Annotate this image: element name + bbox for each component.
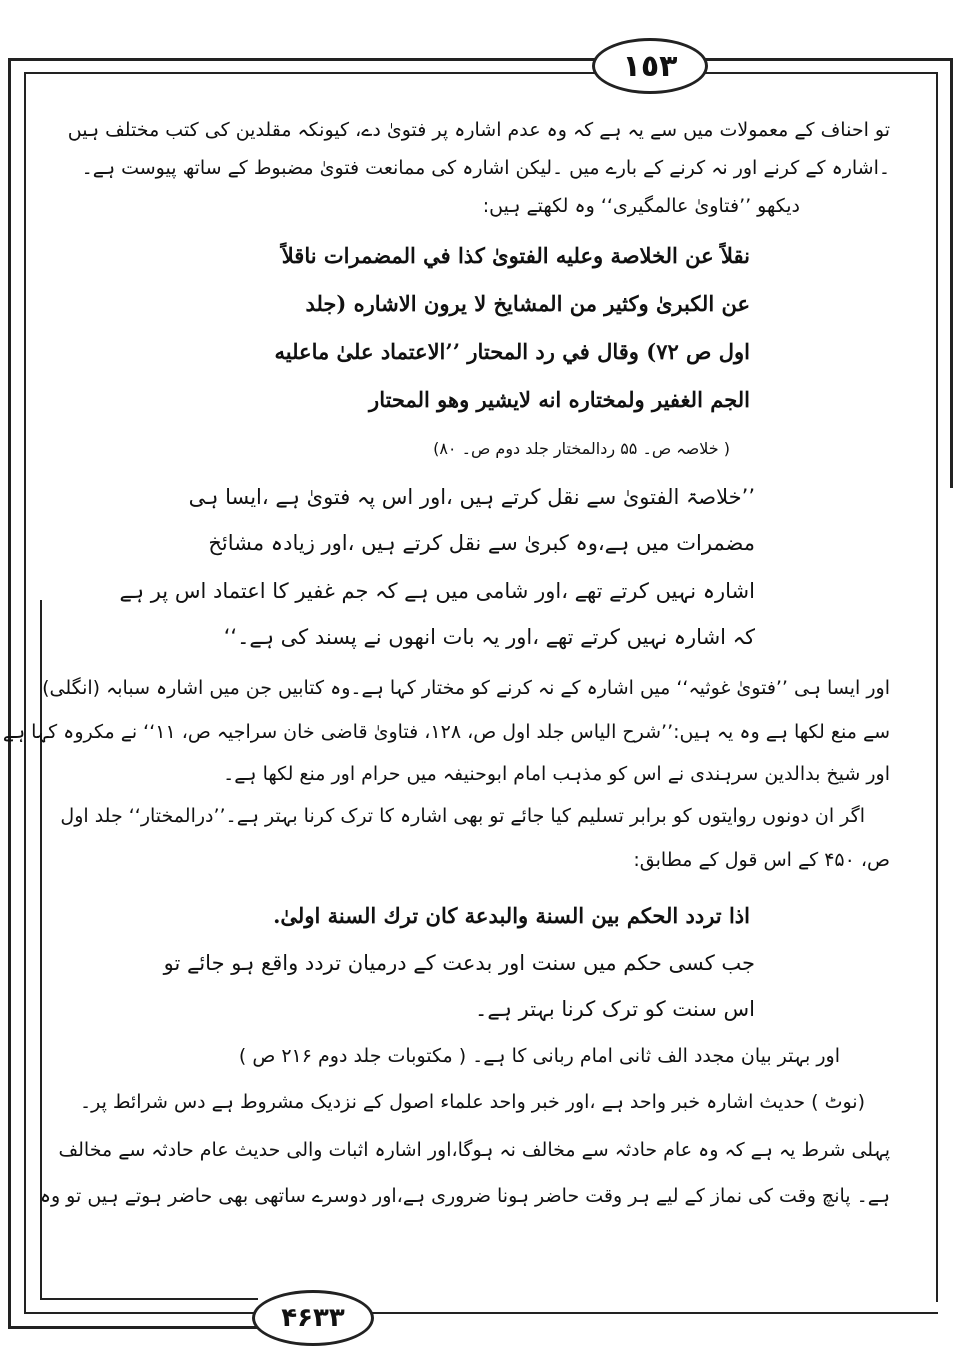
para2-line4: اگر ان دونوں روایتوں کو برابر تسلیم کیا جائے تو بھی اشارہ کا ترک کرنا بہتر ہے۔’’درالمختار‘‘ جلد اول [60,805,865,827]
page-number-bottom: ۴۶۳۳ [252,1290,374,1346]
para2-line3: اور شیخ بدالدین سرہندی نے اس کو مذہب امام ابوحنیفہ میں حرام اور منع لکھا ہے۔ [223,763,890,785]
translation1-line2: مضمرات میں ہے،وہ کبریٰ سے نقل کرتے ہیں ،اور زیادہ مشائخ [208,531,755,555]
para2-line1: اور ایسا ہی ’’فتویٰ غوثیہ‘‘ میں اشارہ کے نہ کرنے کو مختار کہا ہے۔وہ کتابیں جن میں اشارہ سبابہ (انگلی) [42,677,890,699]
translation1-line4: کہ اشارہ نہیں کرتے تھے ،اور یہ بات انھوں نے پسند کی ہے۔‘‘ [223,625,755,649]
para2-line2: سے منع لکھا ہے وہ یہ ہیں:’’شرح الیاس جلد اول ص، ۱۲۸، فتاویٰ قاضی خان سراجیہ ص، ۱۱‘‘ نے مکروہ کہا ہے [2,721,890,743]
para1-line3: دیکھو ’’فتاویٰ عالمگیری‘‘ وہ لکھتے ہیں: [482,195,800,217]
top-border-line-inner [24,72,606,74]
arabic-quote1-line2: عن الكبرىٰ وكثير من المشايخ لا يرون الاشاره (جلد [305,291,750,316]
bottom-border-inner [24,1312,258,1314]
translation2-line1: جب کسی حکم میں سنت اور بدعت کے درمیان تردد واقع ہو جائے تو [163,951,755,975]
top-border-line-right [690,58,952,61]
para1-line1: تو احناف کے معمولات میں سے یہ ہے کہ وہ عدم اشارہ پر فتویٰ دے، کیونکہ مقلدین کی کتب مختلف ہیں [67,119,890,141]
reference1: ( خلاصہ ص۔ ۵۵ ردالمختار جلد دوم ص۔ ۸۰) [433,439,730,458]
para4-line1: پہلی شرط یہ ہے کہ وہ عام حادثہ سے مخالف نہ ہوگا،اور اشارہ اثبات والی حدیث عام حادثہ سے مخالف [58,1139,890,1161]
para3: اور بہتر بیان مجدد الف ثانی امام ربانی کا ہے۔ ( مکتوبات جلد دوم ۲۱۶ ص ) [238,1045,840,1067]
page-number-top: ١٥٣ [592,38,708,94]
bottom-border-outer [8,1326,258,1329]
para2-line5: ص، ۴۵۰ کے اس قول کے مطابق: [633,849,890,871]
arabic-quote1-line4: الجم الغفير ولمختاره انه لايشير وهو المحتار [369,387,750,412]
translation1-line3: اشارہ نہیں کرتے تھے ،اور شامی میں ہے کہ جم غفیر کا اعتماد اس پر ہے [119,579,755,603]
right-border-inner [936,72,938,1302]
top-border-line-outer [8,58,606,61]
bottom-border-short [40,1298,258,1300]
right-border-outer [950,58,953,488]
translation2-line2: اس سنت کو ترک کرنا بہتر ہے۔ [475,997,755,1021]
bottom-border-right [372,1312,938,1314]
note: (نوٹ ) حدیث اشارہ خبر واحد ہے ،اور خبر واحد علماء اصول کے نزدیک مشروط ہے دس شرائط پر۔ [79,1091,865,1113]
top-border-line-right-inner [690,72,938,74]
translation1-line1: ’’خلاصۃ الفتویٰ سے نقل کرتے ہیں ،اور اس پہ فتویٰ ہے ،ایسا ہی [188,485,755,509]
para1-line2: ۔اشارہ کے کرنے اور نہ کرنے کے بارے میں ۔لیکن اشارہ کی ممانعت فتویٰ مضبوط کے ساتھ پیوست ہے۔ [81,157,890,179]
arabic-quote1-line1: نقلاً عن الخلاصة وعليه الفتوىٰ كذا في المضمرات ناقلاً [281,243,750,268]
left-border-outer [8,58,11,1328]
left-border-inner [24,72,26,1314]
para4-line2: ہے۔ پانچ وقت کی نماز کے لیے ہر وقت حاضر ہونا ضروری ہے،اور دوسرے ساتھی بھی حاضر ہوتے ہیں تو وہ [39,1185,890,1207]
arabic-quote1-line3: اول ص ۷۲) وقال في رد المحتار ’’الاعتماد علىٰ ماعليه [274,339,750,364]
arabic-quote2: اذا تردد الحكم بين السنة والبدعة كان ترك السنة اولىٰ. [273,903,750,928]
